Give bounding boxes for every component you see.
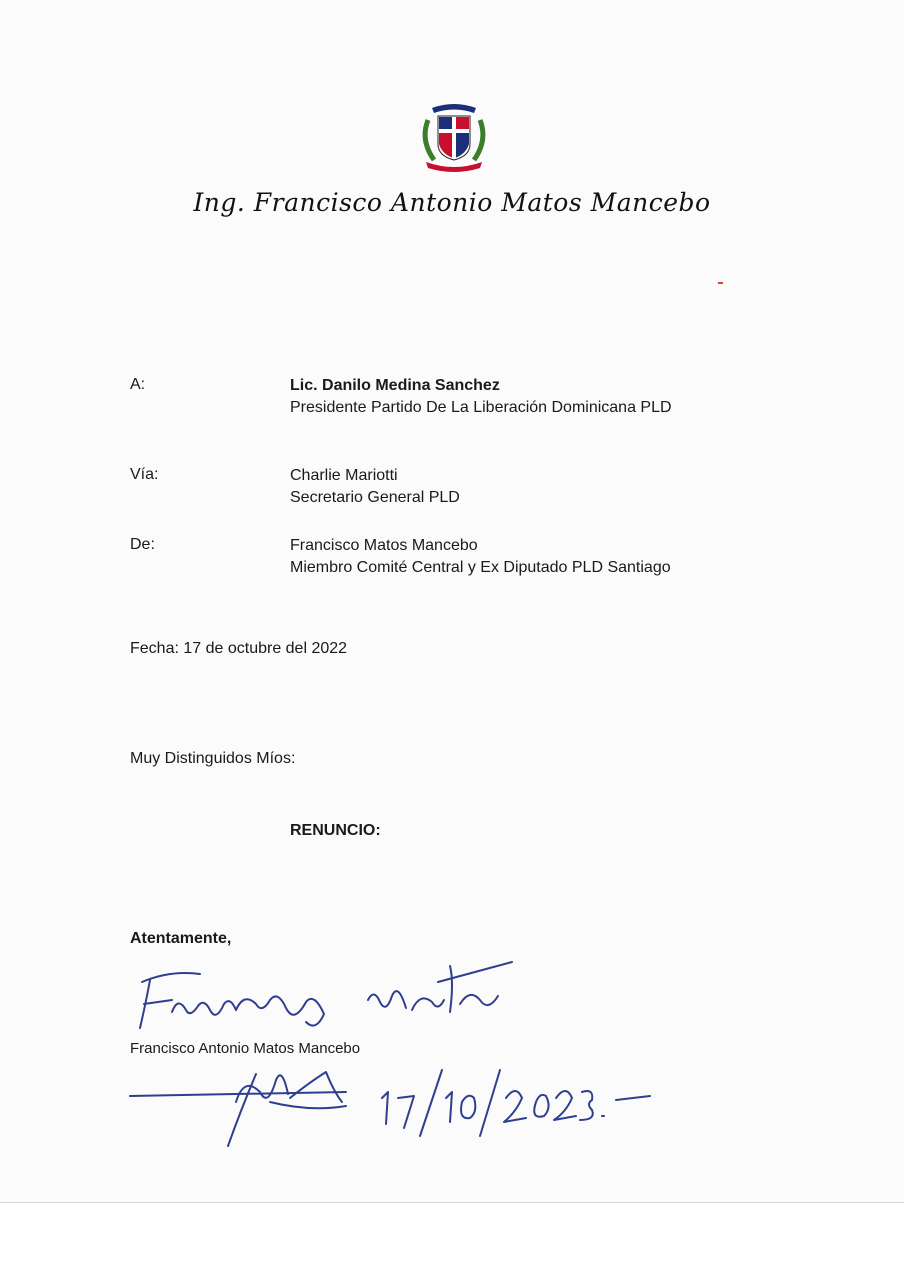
to-name: Lic. Danilo Medina Sanchez <box>290 377 500 394</box>
handwritten-signature <box>120 952 680 1152</box>
to-label: A: <box>130 376 146 393</box>
from-value <box>290 535 671 579</box>
from-name: Francisco Matos Mancebo <box>290 537 478 554</box>
via-label: Vía: <box>130 466 159 483</box>
via-name: Charlie Mariotti <box>290 467 398 484</box>
from-title: Miembro Comité Central y Ex Diputado PLD Santiago <box>290 559 671 576</box>
coat-of-arms-icon <box>418 100 490 174</box>
to-value <box>290 375 672 419</box>
date-line: Fecha: 17 de octubre del 2022 <box>130 640 348 657</box>
via-value <box>290 465 460 509</box>
salutation: Muy Distinguidos Míos: <box>130 750 296 767</box>
letterhead-name: Ing. Francisco Antonio Matos Mancebo <box>193 188 711 217</box>
via-title: Secretario General PLD <box>290 489 460 506</box>
paper-speck <box>718 282 723 284</box>
closing: Atentamente, <box>130 930 232 947</box>
from-label: De: <box>130 536 155 553</box>
subject: RENUNCIO: <box>290 822 381 839</box>
to-title: Presidente Partido De La Liberación Dominicana PLD <box>290 399 672 416</box>
signer-name: Francisco Antonio Matos Mancebo <box>130 1040 361 1057</box>
